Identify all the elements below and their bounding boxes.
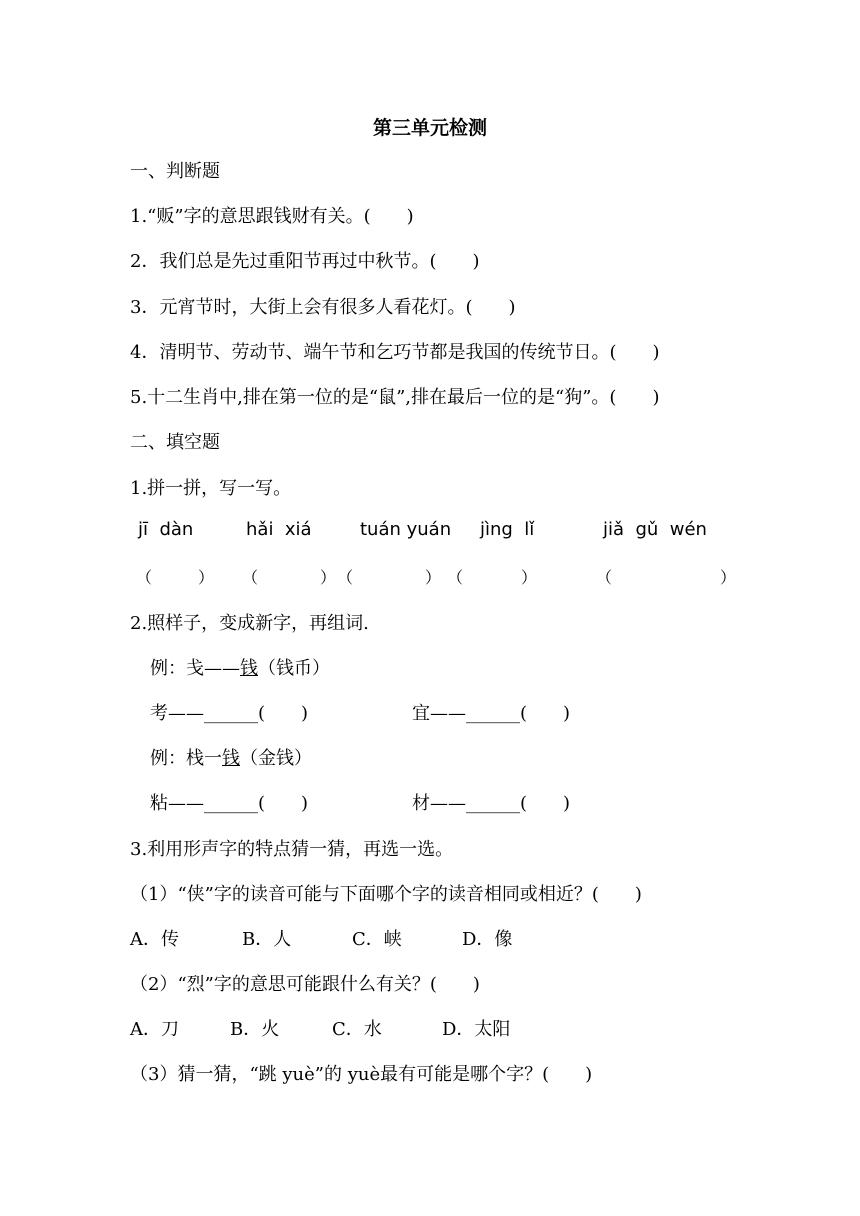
example-1-prefix: 例：戋—— (150, 658, 240, 679)
fill-part-3-title: 3.利用形声字的特点猜一猜，再选一选。 (130, 839, 454, 860)
example-2-char: 钱 (222, 748, 240, 769)
judgment-question-4: 4．清明节、劳动节、端午节和乞巧节都是我国的传统节日。( ) (130, 342, 660, 363)
exercise-row-1-right: 宜——______( ) (412, 703, 571, 724)
example-1-word: （钱币） (258, 658, 330, 679)
page-title: 第三单元检测 (372, 117, 487, 139)
example-2-word: （金钱） (240, 748, 312, 769)
choice-question-2: （2）“烈”字的意思可能跟什么有关？( ) (130, 974, 480, 995)
answer-paren-close: ） (425, 568, 442, 587)
choice-question-1: （1）“侠”字的读音可能与下面哪个字的读音相同或相近？( ) (130, 884, 642, 905)
answer-paren-close: ） (320, 568, 337, 587)
example-2 (150, 747, 312, 771)
judgment-question-5: 5.十二生肖中,排在第一位的是“鼠”,排在最后一位的是“狗”。( ) (130, 387, 660, 408)
exercise-row-2-right: 材——______( ) (412, 793, 571, 814)
judgment-question-2: 2．我们总是先过重阳节再过中秋节。( ) (130, 251, 480, 272)
section-heading-fill: 二、填空题 (130, 432, 220, 453)
choice-option: C．峡 (352, 929, 402, 950)
exercise-row-2-left: 粘——______( ) (150, 793, 309, 814)
section-heading-judgment: 一、判断题 (130, 161, 220, 182)
example-1-char: 钱 (240, 658, 258, 679)
choice-option: B．人 (242, 929, 292, 950)
choice-option: A．传 (130, 929, 179, 950)
answer-paren-open: （ (447, 568, 464, 587)
answer-paren-close: ） (521, 568, 538, 587)
example-1 (150, 657, 330, 681)
judgment-question-3: 3．元宵节时，大街上会有很多人看花灯。( ) (130, 297, 516, 318)
choice-option: D．像 (462, 929, 513, 950)
choice-option: C．水 (332, 1019, 382, 1040)
pinyin-item: jiǎ gǔ wén (603, 519, 707, 540)
fill-part-2-title: 2.照样子，变成新字，再组词. (130, 613, 369, 634)
pinyin-item: jī dàn (138, 519, 194, 540)
pinyin-item: tuán yuán (360, 519, 452, 540)
pinyin-item: hǎi xiá (246, 519, 312, 540)
choice-option: B．火 (230, 1019, 280, 1040)
choice-option: A．刀 (130, 1019, 179, 1040)
choice-question-3: （3）猜一猜，“跳 yuè”的 yuè最有可能是哪个字？( ) (130, 1064, 593, 1085)
answer-paren-close: ） (720, 568, 737, 587)
judgment-question-1: 1.“贩”字的意思跟钱财有关。( ) (130, 206, 414, 227)
pinyin-item: jìng lǐ (480, 519, 535, 540)
answer-paren-open: （ (596, 568, 613, 587)
answer-paren-close: ） (198, 568, 215, 587)
example-2-prefix: 例：栈一 (150, 748, 222, 769)
fill-part-1-title: 1.拼一拼，写一写。 (130, 478, 292, 499)
choice-option: D．太阳 (442, 1019, 511, 1040)
exercise-row-1-left: 考——______( ) (150, 703, 309, 724)
answer-paren-open: （ (337, 568, 354, 587)
answer-paren-open: （ (136, 568, 153, 587)
answer-paren-open: （ (242, 568, 259, 587)
